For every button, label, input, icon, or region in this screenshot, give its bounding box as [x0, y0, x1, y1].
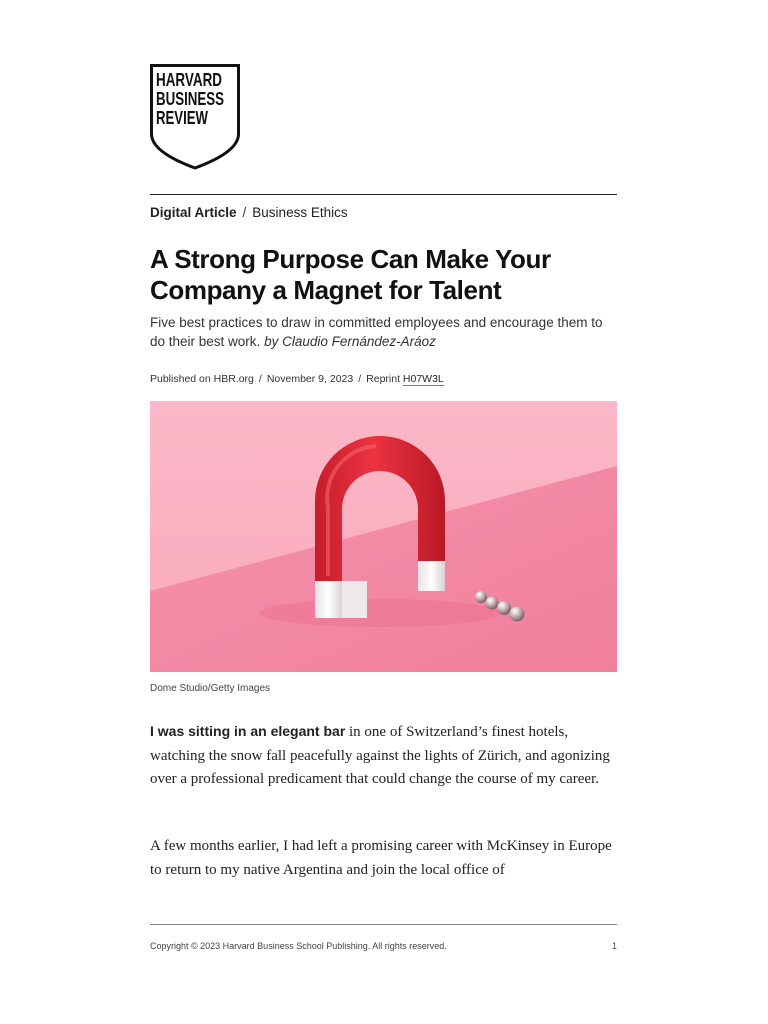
- breadcrumb-topic[interactable]: Business Ethics: [252, 205, 348, 220]
- magnet-tip-left-side: [342, 581, 367, 618]
- reprint-label: Reprint: [366, 373, 400, 385]
- paragraph-text: in one of Switzerland’s finest hotels, watching the snow fall peacefully against the lights of Zürich, and agonizing over a professional predicament that could change the course of my career.: [150, 724, 610, 787]
- magnet-illustration: [150, 401, 617, 672]
- footer-divider: [150, 924, 617, 925]
- magnet-tip-right: [418, 561, 445, 591]
- breadcrumb-category[interactable]: Digital Article: [150, 205, 237, 220]
- reprint-code-link[interactable]: H07W3L: [402, 373, 444, 385]
- steel-ball: [486, 597, 499, 610]
- image-credit: Dome Studio/Getty Images: [150, 683, 271, 694]
- steel-ball: [510, 607, 525, 622]
- dek-text: Five best practices to draw in committed employees and encourage them to do their best work.: [150, 315, 603, 349]
- publication-meta: [150, 372, 444, 386]
- hbr-logo[interactable]: [150, 64, 240, 170]
- body-paragraph-1: [150, 720, 620, 792]
- meta-separator: /: [358, 373, 362, 385]
- published-source: Published on HBR.org: [150, 373, 254, 385]
- page-number: 1: [611, 941, 617, 951]
- published-date: November 9, 2023: [266, 373, 354, 385]
- article-title: A Strong Purpose Can Make Your Company a Magnet for Talent: [150, 244, 551, 305]
- meta-separator: /: [258, 373, 262, 385]
- magnet-shadow: [260, 599, 500, 627]
- logo-line-3: REVIEW: [156, 108, 209, 128]
- hbr-shield-logo: [150, 64, 240, 170]
- paragraph-lead-in: I was sitting in an elegant bar: [150, 723, 346, 739]
- hero-image: [150, 401, 617, 672]
- article-byline: by Claudio Fernández-Aráoz: [264, 334, 436, 349]
- article-dek: [150, 313, 620, 351]
- breadcrumb: [150, 204, 348, 222]
- steel-ball: [497, 601, 511, 615]
- steel-ball: [475, 591, 487, 603]
- logo-line-2: BUSINESS: [156, 89, 224, 109]
- header-divider: [150, 194, 617, 195]
- magnet-tip-left: [315, 581, 342, 618]
- breadcrumb-separator: /: [242, 205, 247, 220]
- logo-line-1: HARVARD: [156, 70, 222, 90]
- footer-copyright: Copyright © 2023 Harvard Business School Publishing. All rights reserved.: [150, 941, 447, 951]
- body-paragraph-2: A few months earlier, I had left a promising career with McKinsey in Europe to return to my native Argentina and join the local office of: [150, 838, 612, 878]
